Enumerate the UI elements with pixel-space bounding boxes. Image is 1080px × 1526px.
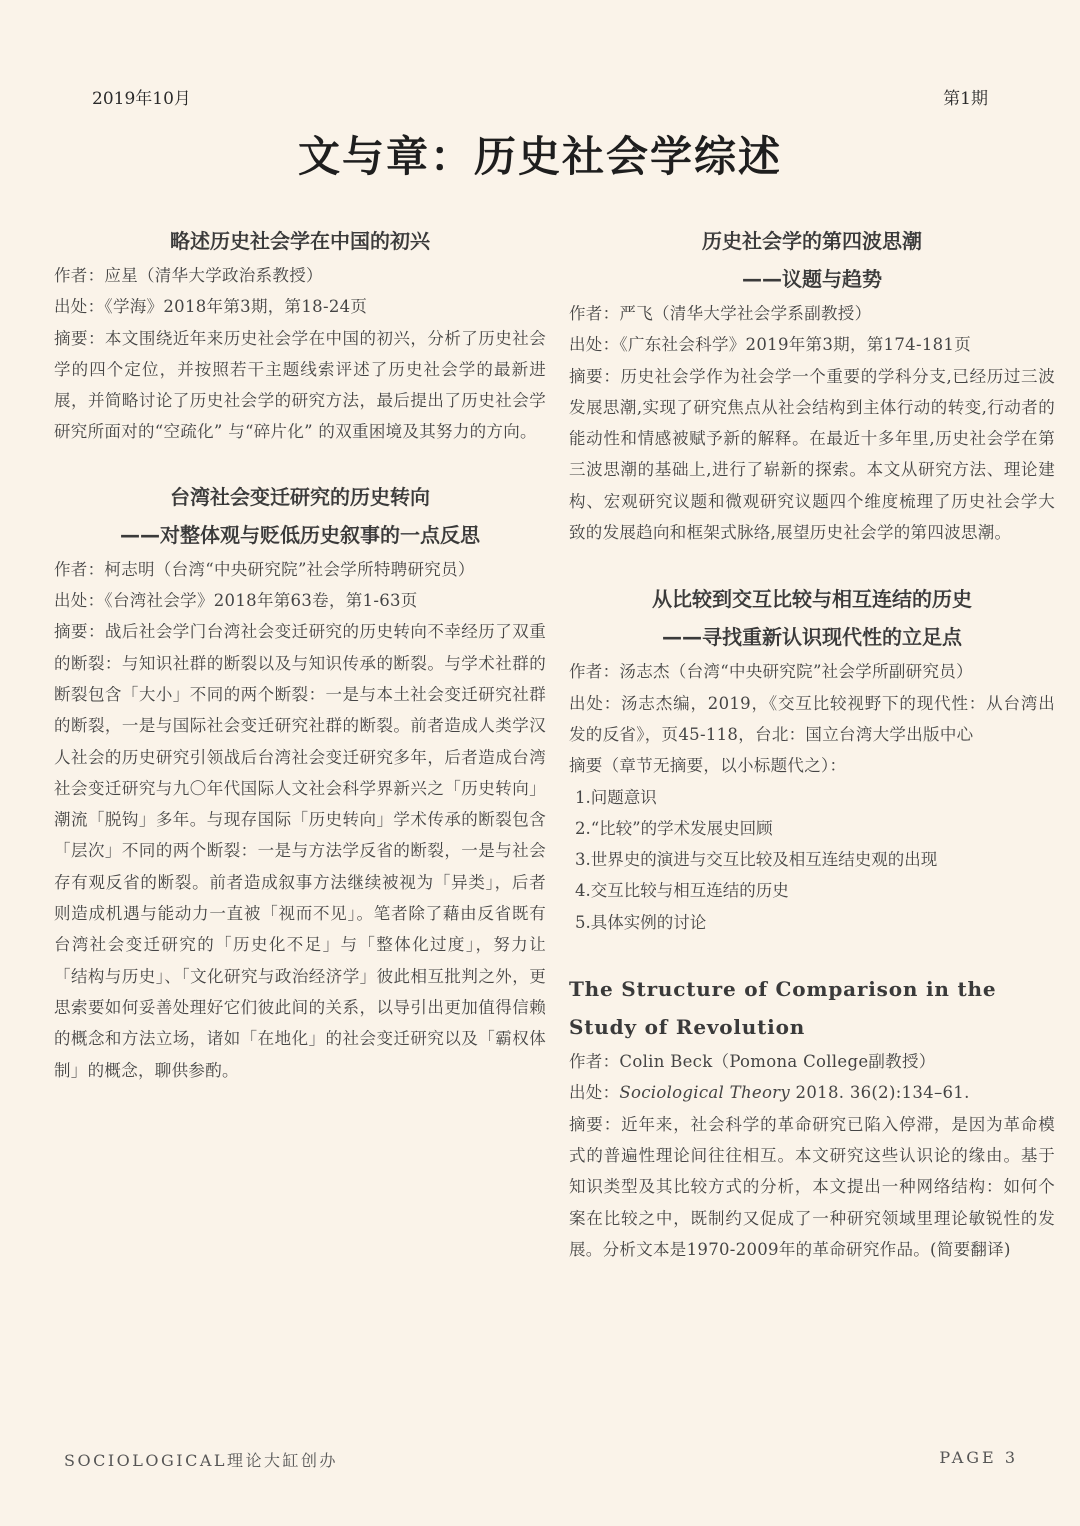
- source-label: 出处：: [569, 335, 620, 355]
- toc-item: 2.“比较”的学术发展史回顾: [575, 818, 773, 838]
- toc-item: 4.交互比较与相互连结的历史: [575, 881, 789, 901]
- abstract-text: 本文围绕近年来历史社会学在中国的初兴，分析了历史社会学的四个定位，并按照若干主题线索评述了历史社会学的最新进展，并简略讨论了历史社会学的研究方法，最后提出了历史社会学研究所面对的“空疏化” 与“碎片化” 的双重困境及其努力的方向。: [54, 328, 546, 442]
- source-value: 汤志杰编，2019，《交互比较视野下的现代性：从台湾出发的反省》，页45-118，台北：国立台湾大学出版中心: [569, 693, 1055, 744]
- footer-publisher: SOCIOLOGICAL理论大缸创办: [64, 1451, 339, 1470]
- abstract-label: 摘要：: [569, 1114, 622, 1134]
- article-2-subtitle: ——对整体观与贬低历史叙事的一点反思: [120, 522, 480, 547]
- article-5-abstract: [569, 1109, 1055, 1265]
- author-label: 作者：: [569, 1052, 620, 1072]
- source-rest: 2018. 36(2):134–61.: [790, 1083, 970, 1103]
- author-value: Colin Beck（Pomona College副教授）: [619, 1052, 936, 1072]
- article-5-author: [569, 1046, 1055, 1077]
- header-issue: 第1期: [943, 89, 988, 109]
- article-2-title: 台湾社会变迁研究的历史转向: [170, 484, 430, 509]
- article-2-source: [54, 585, 546, 616]
- source-value: 《学海》2018年第3期，第18-24页: [104, 297, 368, 317]
- source-label: 出处：: [569, 693, 622, 713]
- abstract-label: 摘要：: [569, 366, 621, 386]
- article-2-abstract: [54, 616, 546, 1085]
- abstract-text: 战后社会学门台湾社会变迁研究的历史转向不幸经历了双重的断裂：与知识社群的断裂以及与知识传承的断裂。与学术社群的断裂包含「大小」不同的两个断裂：一是与本土社会变迁研究社群的断裂，一是与国际社会变迁研究社群的断裂。前者造成人类学汉人社会的历史研究引领战后台湾社会变迁研究多年，后者造成台湾社会变迁研究与九〇年代国际人文社会科学界新兴之「历史转向」潮流「脱钩」多年。与现存国际「历史转向」学术传承的断裂包含「层次」不同的两个断裂：一是与方法学反省的断裂，一是与社会存有观反省的断裂。前者造成叙事方法继续被视为「异类」，后者则造成机遇与能动力一直被「视而不见」。笔者除了藉由反省既有台湾社会变迁研究的「历史化不足」与「整体化过度」，努力让「结构与历史」、「文化研究与政治经济学」彼此相互批判之外，更思索要如何妥善处理好它们彼此间的关系，以导引出更加值得信赖的概念和方法立场，诸如「在地化」的社会变迁研究以及「霸权体制」的概念，聊供参酌。: [54, 622, 546, 1080]
- source-label: 出处：: [54, 297, 105, 317]
- source-label: 出处：: [54, 591, 105, 611]
- article-5: [569, 970, 1055, 1265]
- article-1-source: [54, 291, 546, 322]
- article-4-subtitle: ——寻找重新认识现代性的立足点: [662, 625, 962, 650]
- page-title: 文与章：历史社会学综述: [297, 132, 782, 181]
- header-date: 2019年10月: [92, 89, 191, 109]
- article-3-author: [569, 298, 1055, 329]
- article-4-title: 从比较到交互比较与相互连结的历史: [652, 587, 972, 612]
- article-2: [54, 478, 546, 1086]
- article-4: [569, 580, 1055, 938]
- toc-item: 5.具体实例的讨论: [575, 912, 707, 932]
- source-label: 出处：: [569, 1083, 620, 1103]
- toc-item: 3.世界史的演进与交互比较及相互连结史观的出现: [575, 850, 938, 870]
- article-1: [54, 222, 546, 448]
- article-4-source: [569, 688, 1055, 751]
- author-label: 作者：: [569, 304, 620, 323]
- toc-item: 1.问题意识: [575, 787, 657, 807]
- author-label: 作者：: [54, 266, 105, 285]
- author-label: 作者：: [569, 662, 620, 682]
- article-3-source: [569, 329, 1055, 360]
- abstract-label: 摘要：: [54, 328, 105, 348]
- author-value: 柯志明（台湾“中央研究院”社会学所特聘研究员）: [104, 559, 475, 579]
- author-label: 作者：: [54, 559, 105, 579]
- article-5-source: [569, 1077, 1055, 1108]
- article-1-title: 略述历史社会学在中国的初兴: [170, 229, 430, 253]
- footer-page-number: PAGE 3: [939, 1448, 1018, 1467]
- article-4-toc: [569, 782, 1055, 938]
- author-value: 汤志杰（台湾“中央研究院”社会学所副研究员）: [619, 662, 973, 682]
- left-column: [54, 222, 546, 1086]
- abstract-text: 历史社会学作为社会学一个重要的学科分支,已经历过三波发展思潮,实现了研究焦点从社会结构到主体行动的转变,行动者的能动性和情感被赋予新的解释。在最近十多年里,历史社会学在第三波思潮的基础上,进行了崭新的探索。本文从研究方法、理论建构、宏观研究议题和微观研究议题四个维度梳理了历史社会学大致的发展趋向和框架式脉络,展望历史社会学的第四波思潮。: [569, 366, 1055, 543]
- article-5-title: The Structure of Comparison in the Study of Revolution: [569, 977, 997, 1040]
- article-3-abstract: [569, 361, 1055, 549]
- author-value: 严飞（清华大学社会学系副教授）: [619, 304, 872, 323]
- article-3-subtitle: ——议题与趋势: [742, 267, 882, 291]
- author-value: 应星（清华大学政治系教授）: [104, 266, 323, 285]
- source-journal: Sociological Theory: [619, 1083, 790, 1103]
- article-3-title: 历史社会学的第四波思潮: [702, 229, 922, 253]
- article-1-author: [54, 260, 546, 291]
- article-4-author: [569, 656, 1055, 687]
- article-4-abstract-label: 摘要（章节无摘要，以小标题代之）：: [569, 756, 847, 776]
- abstract-label: 摘要：: [54, 622, 105, 642]
- article-2-author: [54, 554, 546, 585]
- article-1-abstract: [54, 323, 546, 448]
- source-value: 《广东社会科学》2019年第3期，第174-181页: [619, 335, 972, 355]
- right-column: [569, 222, 1055, 1265]
- abstract-text: 近年来，社会科学的革命研究已陷入停滞，是因为革命模式的普遍性理论间往往相互。本文研究这些认识论的缘由。基于知识类型及其比较方式的分析，本文提出一种网络结构：如何个案在比较之中，既制约又促成了一种研究领域里理论敏锐性的发展。分析文本是1970-2009年的革命研究作品。(简要翻译): [569, 1114, 1056, 1259]
- source-value: 《台湾社会学》2018年第63卷，第1-63页: [104, 591, 418, 611]
- article-3: [569, 222, 1055, 548]
